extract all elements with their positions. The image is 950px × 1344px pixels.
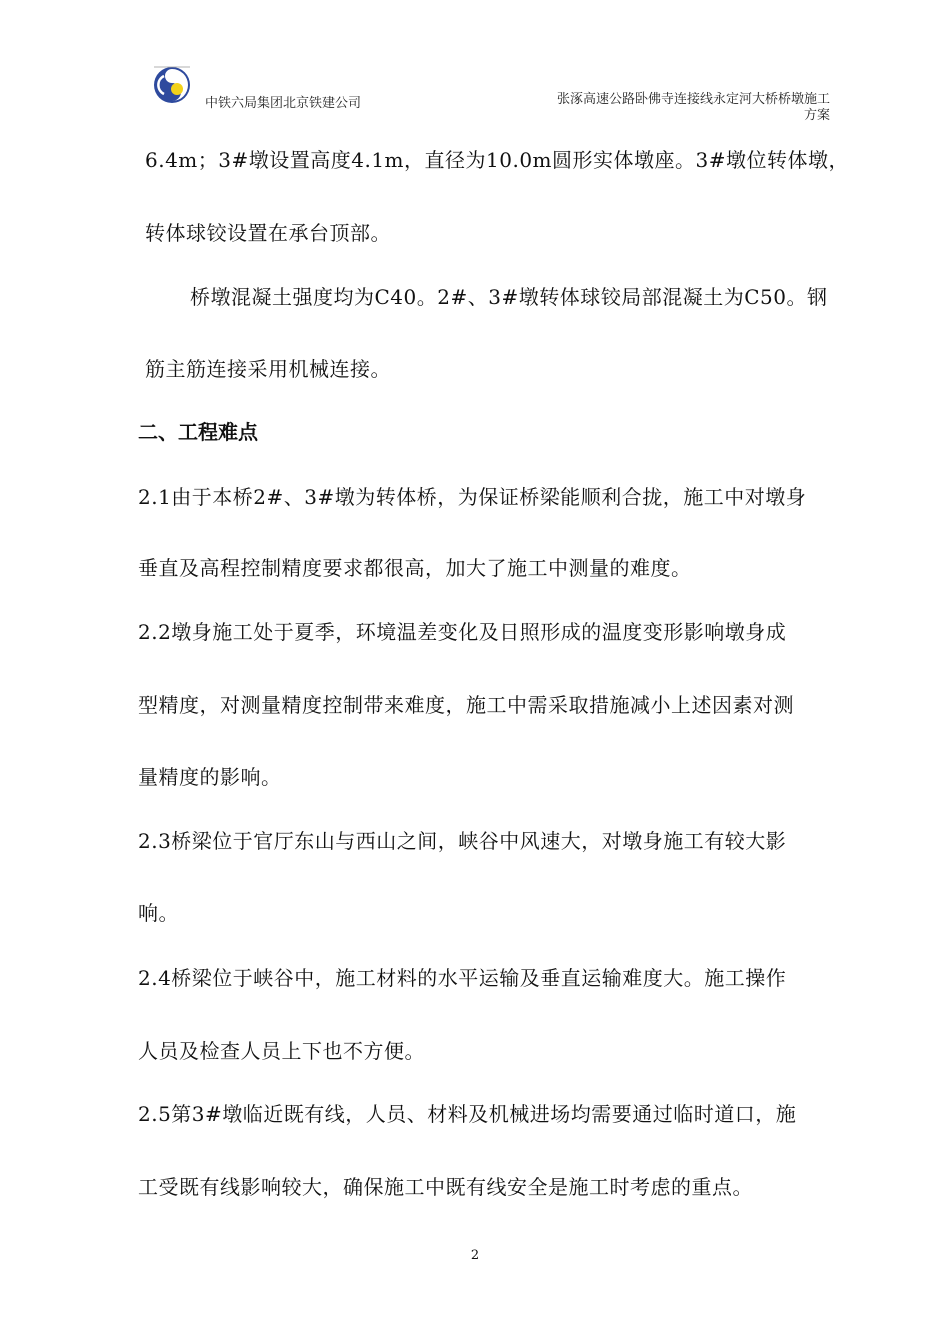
page-number: 2 bbox=[470, 1248, 480, 1263]
list-item-line: 人员及检查人员上下也不方便。 bbox=[138, 1039, 425, 1063]
section-heading: 二、工程难点 bbox=[138, 420, 258, 444]
paragraph-line: 6.4m；3#墩设置高度4.1m，直径为10.0m圆形实体墩座。3#墩位转体墩， bbox=[145, 148, 850, 172]
page-header bbox=[0, 0, 950, 130]
list-item-line: 2.2墩身施工处于夏季，环境温差变化及日照形成的温度变形影响墩身成 bbox=[138, 620, 787, 644]
list-item-line: 工受既有线影响较大，确保施工中既有线安全是施工时考虑的重点。 bbox=[138, 1175, 753, 1199]
list-item-line: 2.4桥梁位于峡谷中，施工材料的水平运输及垂直运输难度大。施工操作 bbox=[138, 966, 787, 990]
document-title-line-1: 张涿高速公路卧佛寺连接线永定河大桥桥墩施工 bbox=[556, 92, 830, 107]
paragraph-line: 筋主筋连接采用机械连接。 bbox=[145, 357, 391, 381]
list-item-line: 型精度，对测量精度控制带来难度，施工中需采取措施减小上述因素对测 bbox=[138, 693, 794, 717]
list-item-line: 垂直及高程控制精度要求都很高，加大了施工中测量的难度。 bbox=[138, 556, 692, 580]
paragraph-line: 转体球铰设置在承台顶部。 bbox=[145, 221, 391, 245]
list-item-line: 量精度的影响。 bbox=[138, 765, 282, 789]
list-item-line: 2.5第3#墩临近既有线，人员、材料及机械进场均需要通过临时道口，施 bbox=[138, 1102, 797, 1126]
company-name: 中铁六局集团北京铁建公司 bbox=[205, 96, 362, 111]
document-title bbox=[500, 92, 830, 124]
list-item-line: 2.1由于本桥2#、3#墩为转体桥，为保证桥梁能顺利合拢，施工中对墩身 bbox=[138, 485, 807, 509]
list-item-line: 2.3桥梁位于官厅东山与西山之间，峡谷中风速大，对墩身施工有较大影 bbox=[138, 829, 787, 853]
document-title-line-2: 方案 bbox=[803, 108, 830, 123]
company-logo-icon bbox=[150, 64, 194, 106]
list-item-line: 响。 bbox=[138, 901, 179, 925]
paragraph-line: 桥墩混凝土强度均为C40。2#、3#墩转体球铰局部混凝土为C50。钢 bbox=[190, 285, 828, 309]
